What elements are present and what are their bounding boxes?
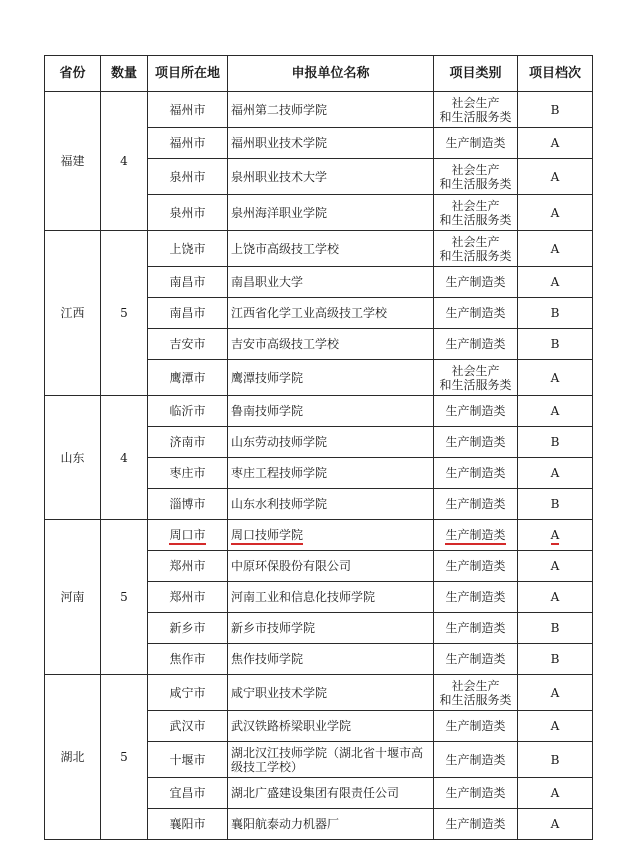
unit-name-cell: 枣庄工程技师学院 (228, 458, 434, 489)
location-cell: 焦作市 (148, 644, 228, 675)
category-cell: 生产制造类 (434, 267, 518, 298)
category-cell: 生产制造类 (434, 128, 518, 159)
grade-cell: A (518, 396, 593, 427)
location-cell: 枣庄市 (148, 458, 228, 489)
unit-name-cell: 江西省化学工业高级技工学校 (228, 298, 434, 329)
unit-name-cell: 中原环保股份有限公司 (228, 551, 434, 582)
count-cell: 5 (101, 520, 148, 675)
location-cell (148, 520, 228, 551)
category-line: 社会生产 (451, 95, 500, 110)
highlighted-text: A (551, 528, 560, 545)
category-cell: 生产制造类 (434, 298, 518, 329)
unit-name-cell: 鹰潭技师学院 (228, 360, 434, 396)
category-line: 和生活服务类 (439, 109, 512, 124)
grade-cell: B (518, 298, 593, 329)
unit-name-cell: 泉州职业技术大学 (228, 159, 434, 195)
location-cell: 郑州市 (148, 582, 228, 613)
category-cell: 生产制造类 (434, 644, 518, 675)
province-cell: 山东 (45, 396, 101, 520)
location-cell: 泉州市 (148, 159, 228, 195)
grade-cell: A (518, 809, 593, 840)
unit-name-cell: 河南工业和信息化技师学院 (228, 582, 434, 613)
grade-cell: A (518, 195, 593, 231)
location-cell: 十堰市 (148, 742, 228, 778)
table-row (45, 520, 593, 551)
count-cell: 5 (101, 675, 148, 840)
unit-name-cell: 山东水利技师学院 (228, 489, 434, 520)
category-cell: 生产制造类 (434, 458, 518, 489)
category-cell: 生产制造类 (434, 329, 518, 360)
category-cell: 生产制造类 (434, 711, 518, 742)
category-cell (434, 195, 518, 231)
grade-cell: A (518, 128, 593, 159)
category-cell: 生产制造类 (434, 396, 518, 427)
grade-cell: B (518, 613, 593, 644)
category-line: 社会生产 (451, 678, 500, 693)
grade-cell: A (518, 360, 593, 396)
category-cell: 生产制造类 (434, 809, 518, 840)
grade-cell: B (518, 489, 593, 520)
unit-name-cell: 吉安市高级技工学校 (228, 329, 434, 360)
category-cell: 生产制造类 (434, 551, 518, 582)
grade-cell (518, 520, 593, 551)
highlighted-text: 周口技师学院 (231, 528, 303, 545)
province-cell: 福建 (45, 92, 101, 231)
table-row (45, 231, 593, 267)
grade-cell: B (518, 427, 593, 458)
category-cell: 生产制造类 (434, 742, 518, 778)
category-cell (434, 360, 518, 396)
grade-cell: A (518, 551, 593, 582)
category-cell (434, 231, 518, 267)
grade-cell: A (518, 778, 593, 809)
province-cell: 江西 (45, 231, 101, 396)
category-line: 和生活服务类 (439, 176, 512, 191)
unit-name-cell (228, 520, 434, 551)
location-cell: 宜昌市 (148, 778, 228, 809)
unit-name-cell: 武汉铁路桥梁职业学院 (228, 711, 434, 742)
unit-name-cell: 南昌职业大学 (228, 267, 434, 298)
location-cell: 福州市 (148, 92, 228, 128)
count-cell: 4 (101, 92, 148, 231)
category-cell (434, 159, 518, 195)
category-cell: 生产制造类 (434, 489, 518, 520)
category-cell: 生产制造类 (434, 613, 518, 644)
location-cell: 泉州市 (148, 195, 228, 231)
header-unit-name: 申报单位名称 (228, 56, 434, 92)
category-line: 和生活服务类 (439, 377, 512, 392)
location-cell: 郑州市 (148, 551, 228, 582)
category-cell: 生产制造类 (434, 582, 518, 613)
grade-cell: A (518, 231, 593, 267)
unit-name-cell: 福州职业技术学院 (228, 128, 434, 159)
header-category: 项目类别 (434, 56, 518, 92)
grade-cell: A (518, 267, 593, 298)
location-cell: 襄阳市 (148, 809, 228, 840)
count-cell: 5 (101, 231, 148, 396)
location-cell: 临沂市 (148, 396, 228, 427)
location-cell: 上饶市 (148, 231, 228, 267)
category-cell: 生产制造类 (434, 427, 518, 458)
table-body (45, 92, 593, 840)
category-cell (434, 520, 518, 551)
location-cell: 新乡市 (148, 613, 228, 644)
grade-cell: B (518, 329, 593, 360)
grade-cell: A (518, 159, 593, 195)
unit-name-cell: 鲁南技师学院 (228, 396, 434, 427)
grade-cell: B (518, 92, 593, 128)
location-cell: 福州市 (148, 128, 228, 159)
location-cell: 南昌市 (148, 267, 228, 298)
location-cell: 南昌市 (148, 298, 228, 329)
header-count: 数量 (101, 56, 148, 92)
category-cell: 生产制造类 (434, 778, 518, 809)
location-cell: 鹰潭市 (148, 360, 228, 396)
unit-name-cell: 焦作技师学院 (228, 644, 434, 675)
grade-cell: A (518, 711, 593, 742)
location-cell: 吉安市 (148, 329, 228, 360)
unit-name-cell: 湖北广盛建设集团有限责任公司 (228, 778, 434, 809)
header-row (45, 56, 593, 92)
category-line: 社会生产 (451, 162, 500, 177)
category-line: 和生活服务类 (439, 248, 512, 263)
unit-name-cell: 新乡市技师学院 (228, 613, 434, 644)
location-cell: 咸宁市 (148, 675, 228, 711)
count-cell: 4 (101, 396, 148, 520)
category-line: 和生活服务类 (439, 692, 512, 707)
province-cell: 河南 (45, 520, 101, 675)
unit-name-cell: 泉州海洋职业学院 (228, 195, 434, 231)
category-line: 社会生产 (451, 198, 500, 213)
header-grade: 项目档次 (518, 56, 593, 92)
highlighted-text: 生产制造类 (445, 528, 505, 545)
table-row (45, 396, 593, 427)
category-line: 社会生产 (451, 234, 500, 249)
unit-name-cell: 咸宁职业技术学院 (228, 675, 434, 711)
location-cell: 武汉市 (148, 711, 228, 742)
header-location: 项目所在地 (148, 56, 228, 92)
grade-cell: B (518, 742, 593, 778)
application-table (44, 55, 593, 840)
category-line: 社会生产 (451, 363, 500, 378)
grade-cell: A (518, 458, 593, 489)
highlighted-text: 周口市 (169, 528, 205, 545)
location-cell: 淄博市 (148, 489, 228, 520)
unit-name-cell: 山东劳动技师学院 (228, 427, 434, 458)
category-line: 和生活服务类 (439, 212, 512, 227)
category-cell (434, 675, 518, 711)
header-province: 省份 (45, 56, 101, 92)
unit-name-cell: 襄阳航泰动力机器厂 (228, 809, 434, 840)
grade-cell: B (518, 644, 593, 675)
province-cell: 湖北 (45, 675, 101, 840)
grade-cell: A (518, 675, 593, 711)
grade-cell: A (518, 582, 593, 613)
table-row (45, 92, 593, 128)
table-row (45, 675, 593, 711)
unit-name-cell: 福州第二技师学院 (228, 92, 434, 128)
unit-name-cell: 湖北汉江技师学院（湖北省十堰市高级技工学校） (228, 742, 434, 778)
location-cell: 济南市 (148, 427, 228, 458)
category-cell (434, 92, 518, 128)
unit-name-cell: 上饶市高级技工学校 (228, 231, 434, 267)
